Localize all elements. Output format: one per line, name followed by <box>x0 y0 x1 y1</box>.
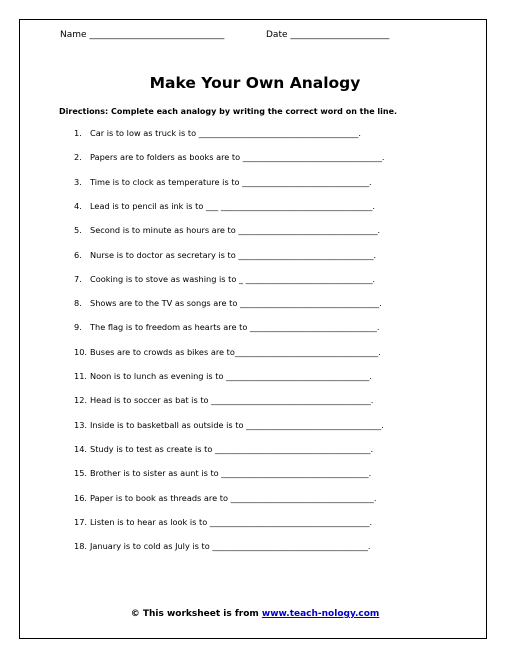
analogy-item <box>74 493 376 503</box>
item-number: 5. <box>74 225 82 236</box>
item-number: 17. <box>74 516 88 527</box>
footer-prefix: © This worksheet is from <box>130 609 262 619</box>
item-number: 2. <box>74 152 82 163</box>
item-number: 4. <box>74 200 82 211</box>
item-number: 9. <box>74 322 82 333</box>
item-number: 10. <box>74 346 88 357</box>
analogy-item <box>74 128 361 138</box>
item-text[interactable]: Inside is to basketball as outside is to _________________________________. <box>90 419 384 430</box>
item-text[interactable]: Papers are to folders as books are to __________________________________. <box>90 152 385 163</box>
analogy-item <box>74 517 372 527</box>
analogy-item <box>74 420 384 430</box>
date-line: Date ______________________ <box>266 30 390 40</box>
item-number: 3. <box>74 176 82 187</box>
item-number: 16. <box>74 492 88 503</box>
item-text[interactable]: Shows are to the TV as songs are to __________________________________. <box>90 298 382 309</box>
item-text[interactable]: The flag is to freedom as hearts are to _______________________________. <box>90 322 380 333</box>
item-number: 7. <box>74 273 82 284</box>
item-text[interactable]: Study is to test as create is to ______________________________________. <box>90 443 374 454</box>
analogy-item <box>74 347 381 357</box>
analogy-item <box>74 274 375 284</box>
analogy-item <box>74 322 379 332</box>
item-number: 1. <box>74 128 82 138</box>
item-text[interactable]: Paper is to book as threads are to ___________________________________. <box>90 492 377 503</box>
analogy-item <box>74 444 373 454</box>
analogy-item <box>74 468 371 478</box>
item-number: 6. <box>74 249 82 260</box>
item-number: 13. <box>74 419 88 430</box>
item-text[interactable]: Listen is to hear as look is to _______________________________________. <box>90 516 373 527</box>
item-number: 11. <box>74 371 88 381</box>
item-number: 18. <box>74 541 88 552</box>
item-number: 12. <box>74 395 88 406</box>
footer-credit <box>0 609 510 619</box>
item-number: 8. <box>74 298 82 309</box>
analogy-item <box>74 152 385 162</box>
analogy-item <box>74 177 372 187</box>
item-text[interactable]: January is to cold as July is to ______________________________________. <box>90 541 371 552</box>
item-number: 14. <box>74 443 88 454</box>
item-text[interactable]: Brother is to sister as aunt is to ____________________________________. <box>90 468 372 479</box>
item-number: 15. <box>74 468 88 479</box>
analogy-item <box>74 201 375 211</box>
analogy-item <box>74 541 371 551</box>
item-text[interactable]: Head is to soccer as bat is to _______________________________________. <box>90 395 374 406</box>
analogy-item <box>74 371 372 381</box>
analogy-item <box>74 298 382 308</box>
analogy-item <box>74 395 373 405</box>
footer-link[interactable]: www.teach-nology.com <box>261 609 380 619</box>
name-line: Name ______________________________ <box>60 30 225 40</box>
worksheet-title: Make Your Own Analogy <box>149 74 361 92</box>
item-text[interactable]: Lead is to pencil as ink is to ___ _____________________________________. <box>90 200 375 211</box>
analogy-item <box>74 225 380 235</box>
item-text[interactable]: Car is to low as truck is to _______________________________________. <box>90 128 361 138</box>
item-text[interactable]: Buses are to crowds as bikes are to___________________________________. <box>90 346 381 357</box>
item-text[interactable]: Noon is to lunch as evening is to ___________________________________. <box>90 371 372 381</box>
directions-text: Directions: Complete each analogy by writing the correct word on the line. <box>59 107 398 116</box>
analogy-item <box>74 250 376 260</box>
item-text[interactable]: Nurse is to doctor as secretary is to _________________________________. <box>90 249 377 260</box>
item-text[interactable]: Cooking is to stove as washing is to _ _______________________________. <box>90 273 376 284</box>
item-text[interactable]: Second is to minute as hours are to __________________________________. <box>90 225 381 236</box>
item-text[interactable]: Time is to clock as temperature is to _______________________________. <box>90 176 372 187</box>
